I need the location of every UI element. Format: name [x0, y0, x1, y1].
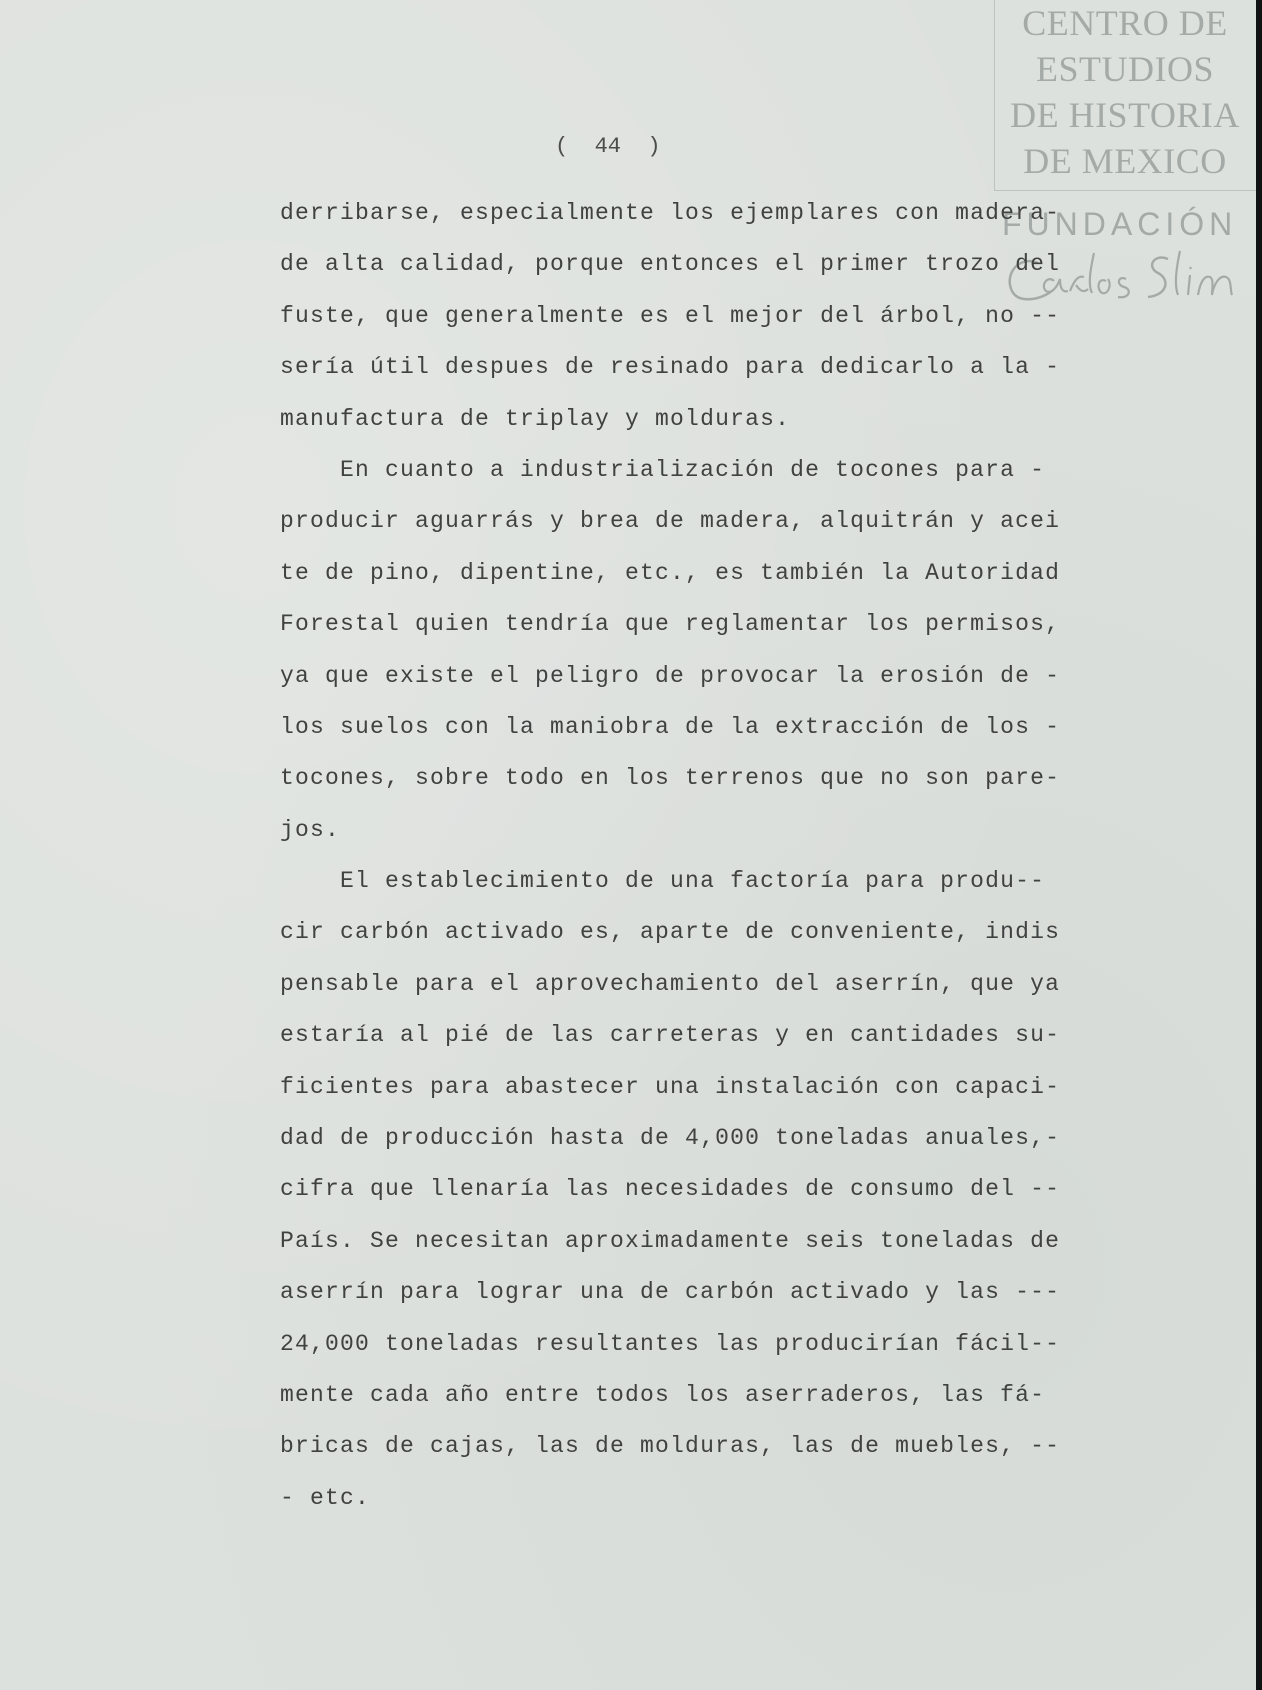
scan-edge [1256, 0, 1262, 1690]
text-line: producir aguarrás y brea de madera, alquitrán y acei [280, 508, 1061, 535]
text-line: manufactura de triplay y molduras. [280, 405, 791, 432]
text-line: te de pino, dipentine, etc., es también la Autoridad [280, 559, 1061, 586]
watermark-line-4: DE MEXICO [1023, 141, 1227, 181]
text-line: mente cada año entre todos los aserraderos, las fá- [280, 1381, 1046, 1408]
text-line: Forestal quien tendría que reglamentar los permisos, [280, 611, 1061, 638]
text-line: de alta calidad, porque entonces el primer trozo del [280, 251, 1061, 278]
text-line: pensable para el aprovechamiento del aserrín, que ya [280, 970, 1061, 997]
text-line: - etc. [280, 1484, 371, 1511]
watermark-line-3: DE HISTORIA [1010, 95, 1240, 135]
text-line: cir carbón activado es, aparte de conveniente, indis [280, 919, 1061, 946]
text-line: derribarse, especialmente los ejemplares con madera- [280, 200, 1061, 226]
text-line: ya que existe el peligro de provocar la erosión de - [280, 662, 1061, 689]
text-line: estaría al pié de las carreteras y en cantidades su- [280, 1022, 1061, 1049]
watermark-rule-vertical [994, 0, 995, 190]
text-line: cifra que llenaría las necesidades de consumo del -- [280, 1176, 1061, 1203]
text-line: tocones, sobre todo en los terrenos que no son pare- [280, 765, 1061, 792]
text-line: El establecimiento de una factoría para produ-- [280, 868, 1046, 895]
text-line: ficientes para abastecer una instalación con capaci- [280, 1073, 1061, 1100]
text-line: aserrín para lograr una de carbón activado y las --- [280, 1279, 1061, 1306]
page-number: ( 44 ) [555, 134, 661, 159]
text-line: fuste, que generalmente es el mejor del árbol, no -- [280, 302, 1061, 329]
text-line: sería útil despues de resinado para dedicarlo a la - [280, 354, 1061, 381]
text-line: jos. [280, 816, 341, 843]
watermark-fundacion: FUNDACIÓN [1002, 206, 1238, 242]
text-line: En cuanto a industrialización de tocones para - [280, 456, 1046, 483]
text-line: los suelos con la maniobra de la extracción de los - [280, 713, 1061, 740]
watermark-rule-horizontal [994, 190, 1256, 191]
text-line: País. Se necesitan aproximadamente seis toneladas de [280, 1227, 1061, 1254]
text-line: 24,000 toneladas resultantes las producirían fácil-- [280, 1330, 1061, 1357]
watermark-line-2: ESTUDIOS [1035, 49, 1214, 89]
text-line: bricas de cajas, las de molduras, las de muebles, -- [280, 1433, 1061, 1460]
watermark-line-1: CENTRO DE [1022, 3, 1228, 43]
text-line: dad de producción hasta de 4,000 toneladas anuales,- [280, 1125, 1061, 1152]
typewritten-body [280, 194, 1130, 1530]
